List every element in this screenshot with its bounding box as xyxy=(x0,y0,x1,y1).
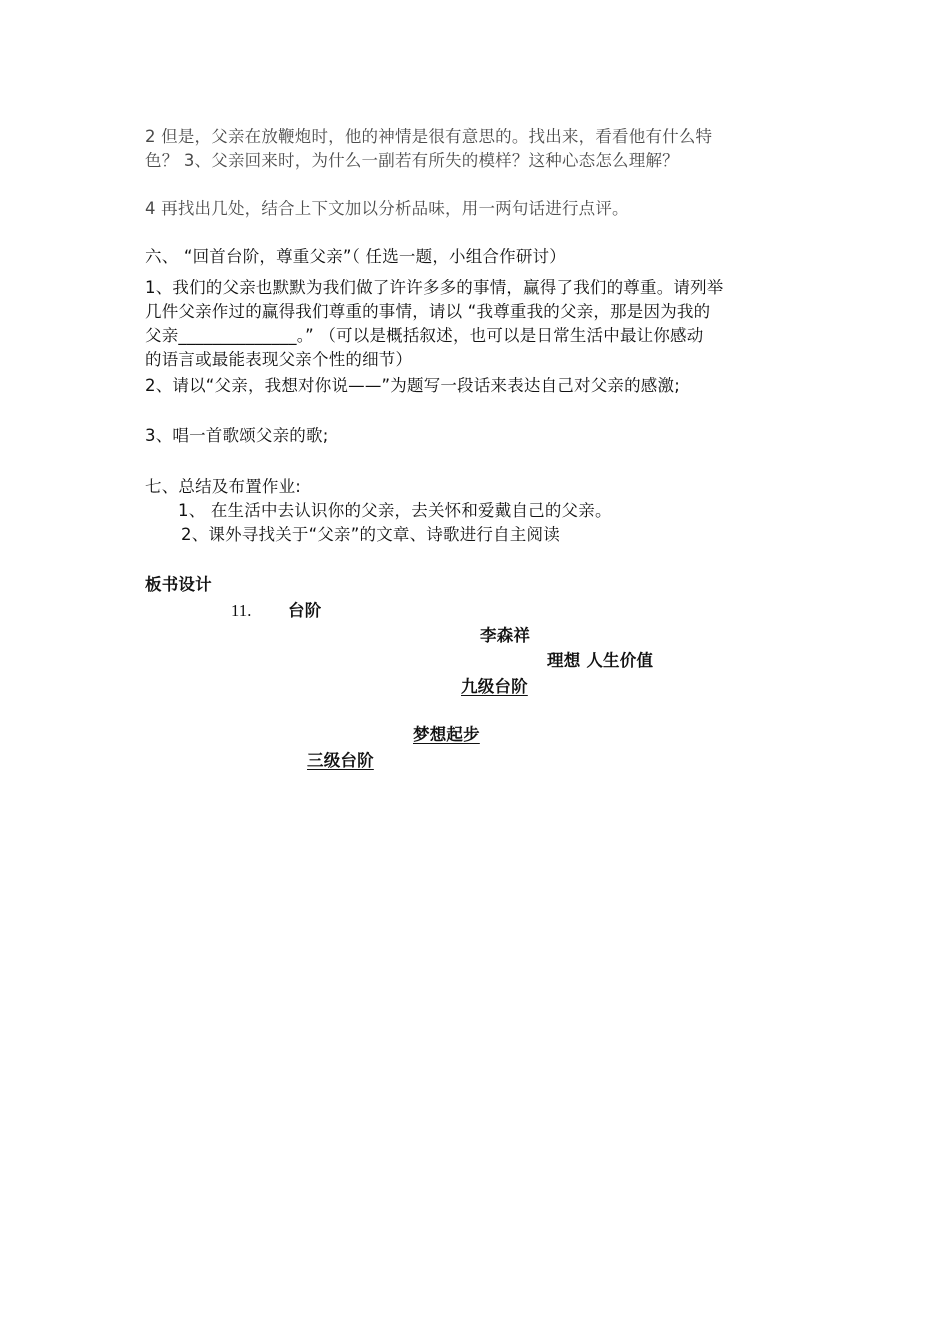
section-7-item-2: 2、课外寻找关于“父亲”的文章、诗歌进行自主阅读 xyxy=(181,525,560,544)
lesson-number: 11. xyxy=(231,601,252,620)
board-design-title: 板书设计 xyxy=(145,575,212,594)
section-6-item-2: 2、请以“父亲，我想对你说——”为题写一段话来表达自己对父亲的感激; xyxy=(145,376,680,395)
lesson-title: 台阶 xyxy=(288,601,322,620)
three-steps-label: 三级台阶 xyxy=(307,751,374,770)
question-2-line-2: 色？ 3、父亲回来时，为什么一副若有所失的模样？这种心态怎么理解？ xyxy=(145,151,679,170)
question-2-line-1: 2 但是，父亲在放鞭炮时，他的神情是很有意思的。找出来，看看他有什么特 xyxy=(145,127,713,146)
section-6-heading: 六、 “回首台阶，尊重父亲”（ 任选一题，小组合作研讨） xyxy=(145,247,566,266)
dream-start-label: 梦想起步 xyxy=(413,725,480,744)
question-4: 4 再找出几处，结合上下文加以分析品味，用一两句话进行点评。 xyxy=(145,199,629,218)
section-7-heading: 七、总结及布置作业: xyxy=(145,477,302,496)
section-7-item-1: 1、 在生活中去认识你的父亲，去关怀和爱戴自己的父亲。 xyxy=(178,501,612,520)
author-name: 李森祥 xyxy=(480,626,531,645)
section-6-item-1-line-4: 的语言或最能表现父亲个性的细节） xyxy=(145,350,413,369)
theme-text: 理想 人生价值 xyxy=(547,651,654,670)
section-6-item-1-line-1: 1、我们的父亲也默默为我们做了许许多多的事情，赢得了我们的尊重。请列举 xyxy=(145,278,724,297)
nine-steps-label: 九级台阶 xyxy=(461,677,528,696)
section-6-item-3: 3、唱一首歌颂父亲的歌; xyxy=(145,426,329,445)
section-6-item-1-line-3: 父亲______________。” （可以是概括叙述，也可以是日常生活中最让你感动 xyxy=(145,326,704,345)
section-6-item-1-line-2: 几件父亲作过的赢得我们尊重的事情，请以 “我尊重我的父亲，那是因为我的 xyxy=(145,302,711,321)
